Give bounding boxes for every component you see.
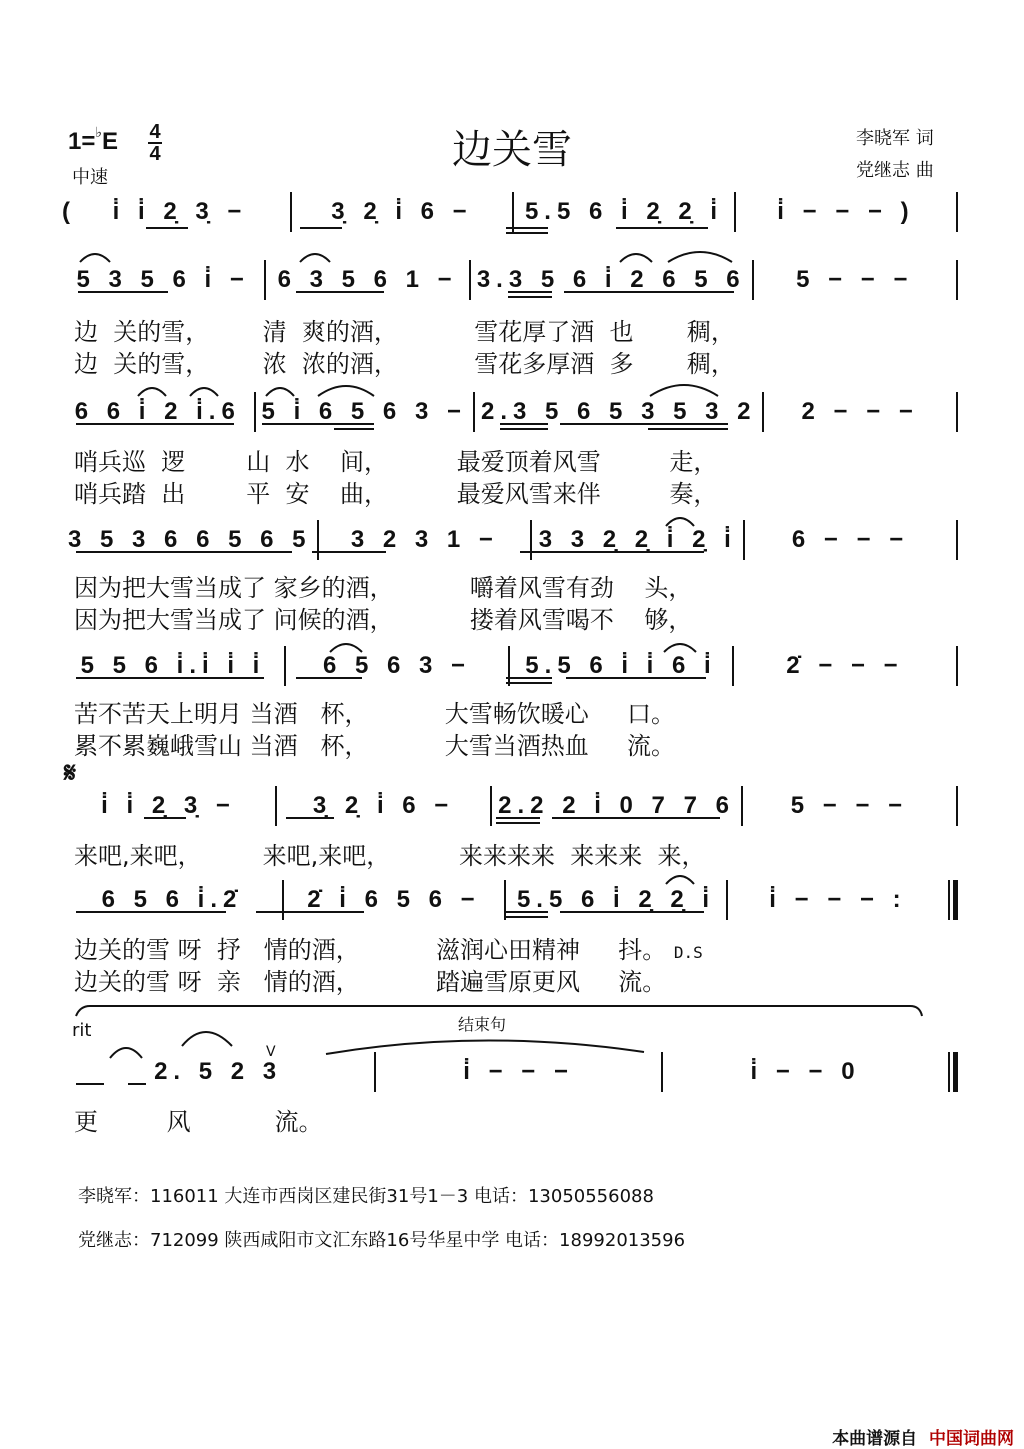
measure: i̇ − − − : <box>769 886 907 913</box>
composer-credit: 党继志 曲 <box>856 160 934 181</box>
key-signature: 1=♭E <box>68 124 118 155</box>
measure: 2̇ i̇ 6 5 6 − <box>307 886 481 913</box>
measure: i̇ i̇ 2̣ 3̣ − <box>112 198 248 225</box>
source-footer <box>832 1424 1014 1449</box>
measure: 3̣ 2̣ i̇ 6 − <box>312 792 455 819</box>
barline <box>956 786 958 826</box>
intro-open-paren: ( <box>62 198 70 225</box>
measure: 5 − − − <box>796 266 914 293</box>
measure: 2 − − − <box>801 398 919 425</box>
lyricist-credit: 李晓军 词 <box>856 128 934 149</box>
measure: i̇ − − 0 <box>750 1058 861 1085</box>
lyrics-line-6-verse-2: 边关的雪 呀 亲 情的酒， 踏遍雪原更风 流。 <box>74 968 667 996</box>
measure: 5 3 5 6 i̇ − <box>76 266 250 293</box>
ending-label: 结束句 <box>458 1015 507 1034</box>
measure: i̇ − − − <box>463 1058 574 1085</box>
barline <box>956 192 958 232</box>
tempo-marking: 中速 <box>72 167 108 188</box>
contact-composer: 党继志：712099 陕西咸阳市文汇东路16号华星中学 电话：18992013596 <box>78 1230 686 1251</box>
lyrics-line-3-verse-1: 因为把大雪当成了 家乡的酒， 嚼着风雪有劲 头， <box>74 574 693 602</box>
lyrics-ending: 更 风 流。 <box>74 1108 323 1136</box>
lyrics-line-5: 来吧,来吧， 来吧,来吧， 来来来来 来来来 来， <box>74 842 706 870</box>
staff-line-5 <box>62 786 958 826</box>
lyrics-line-2-verse-1: 哨兵巡 逻 山 水 间， 最爱顶着风雪 走， <box>74 448 718 476</box>
measure: 3 5 3 6 6 5 6 5 <box>68 526 312 553</box>
footer-source-label: 本曲谱源自 <box>832 1429 918 1449</box>
staff-line-intro <box>62 192 958 232</box>
measure: 2.2 2 i̇ 0 7 7 6 <box>498 792 735 819</box>
measure: 5.5 6 i̇ 2̣ 2̣ i̇ <box>524 198 724 225</box>
lyrics-line-2-verse-2: 哨兵踏 出 平 安 曲， 最爱风雪来伴 奏， <box>74 480 718 508</box>
measure: i̇ i̇ 2̣ 3̣ − <box>101 792 236 819</box>
staff-line-2 <box>62 392 958 432</box>
measure: 5 i̇ 6 5 6 3 − <box>261 398 467 425</box>
measure: 5.5 6 i̇ 2̣ 2̣ i̇ <box>516 886 716 913</box>
lyrics-line-6-verse-1: 边关的雪 呀 抒 情的酒， 滋润心田精神 抖。 D.S <box>74 936 703 964</box>
measure: i̇ − − − ) <box>777 198 915 225</box>
measure: 6 3 5 6 1 − <box>277 266 458 293</box>
segno-sign: 𝄋 <box>64 756 77 789</box>
staff-line-3 <box>62 520 958 560</box>
measure: 5.5 6 i̇ i̇ 6 i̇ <box>525 652 717 679</box>
measure: 6 6 i̇ 2 i̇.6 <box>74 398 241 425</box>
measure: 3.3 5 6 i̇ 2 6 5 6 <box>476 266 746 293</box>
repeat-end-barline <box>948 880 958 920</box>
measure: 2. 5 2 3 <box>154 1058 283 1085</box>
lyrics-line-4-verse-1: 苦不苦天上明月 当酒 杯， 大雪畅饮暖心 口。 <box>74 700 675 728</box>
measure: 3 2 3 1 − <box>350 526 499 553</box>
staff-line-6 <box>62 880 958 920</box>
measure: 6 5 6 i̇.2̇ <box>101 886 243 913</box>
measure: 5 5 6 i̇.i̇ i̇ i̇ <box>80 652 266 679</box>
barline <box>956 520 958 560</box>
measure: 2̇ − − − <box>786 652 904 679</box>
contact-lyricist: 李晓军：116011 大连市西岗区建民街31号1－3 电话：13050556088 <box>78 1186 654 1207</box>
measure: 6 5 6 3 − <box>322 652 472 679</box>
staff-line-4 <box>62 646 958 686</box>
ritardando-marking: rit <box>72 1020 92 1041</box>
footer-site-link[interactable]: 中国词曲网 <box>929 1429 1014 1449</box>
lyrics-line-1-verse-2: 边 关的雪， 浓 浓的酒， 雪花多厚酒 多 稠， <box>74 350 735 378</box>
lyrics-line-3-verse-2: 因为把大雪当成了 问候的酒， 搂着风雪喝不 够， <box>74 606 693 634</box>
lyrics-line-1-verse-1: 边 关的雪， 清 爽的酒， 雪花厚了酒 也 稠， <box>74 318 735 346</box>
measure: 2.3 5 6 5 3 5 3 2 <box>480 398 757 425</box>
final-barline <box>948 1052 958 1092</box>
measure: 5 − − − <box>790 792 909 819</box>
barline <box>956 392 958 432</box>
time-signature: 4 4 <box>149 121 161 165</box>
breath-mark: V <box>266 1044 276 1060</box>
lyrics-line-4-verse-2: 累不累巍峨雪山 当酒 杯， 大雪当酒热血 流。 <box>74 732 675 760</box>
staff-line-ending <box>62 1052 958 1092</box>
measure: 6 − − − <box>791 526 910 553</box>
barline <box>956 260 958 300</box>
measure: 3̣ 2̣ i̇ 6 − <box>331 198 473 225</box>
measure: 3 3 2̣ 2̣ i̇ 2̣ i̇ <box>538 526 737 553</box>
song-title: 边关雪 <box>452 127 572 173</box>
barline <box>956 646 958 686</box>
dal-segno-marking: D.S <box>673 943 703 962</box>
staff-line-1 <box>62 260 958 300</box>
